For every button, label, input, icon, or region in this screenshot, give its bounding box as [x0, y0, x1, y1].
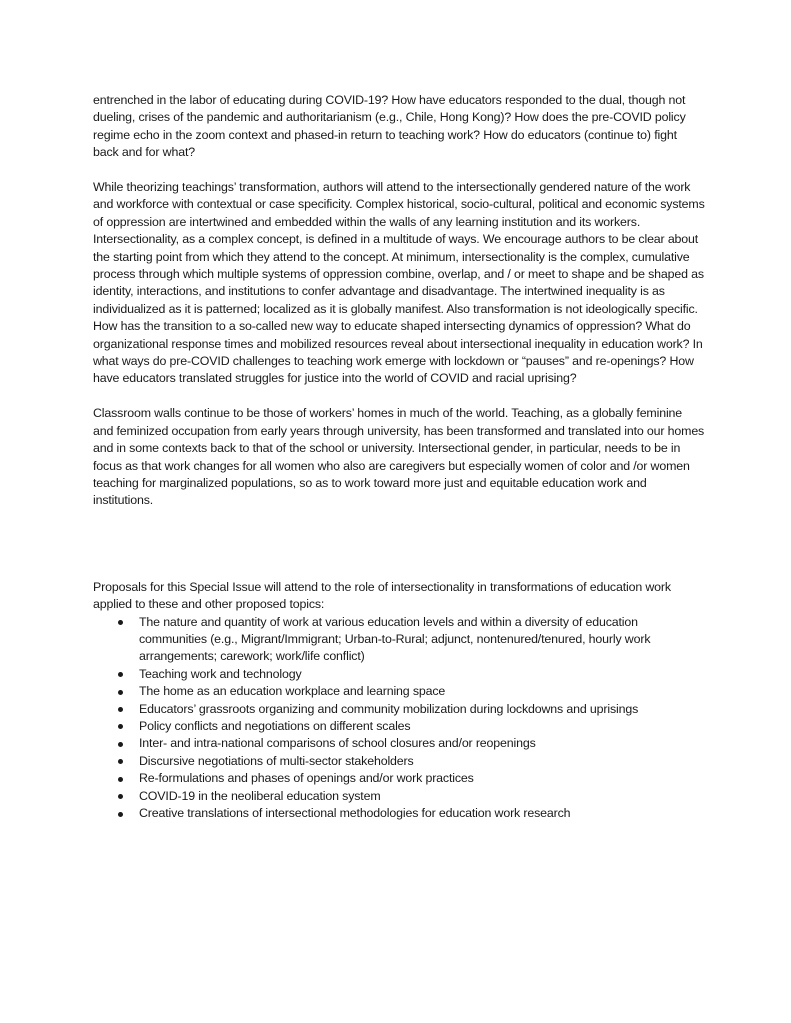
bullet-icon: [118, 794, 123, 799]
topic-text: Discursive negotiations of multi-sector stakeholders: [139, 753, 414, 768]
bullet-icon: [118, 690, 123, 695]
bullet-icon: [118, 777, 123, 782]
list-item: [93, 666, 705, 683]
topics-list: [93, 614, 705, 823]
list-item: [93, 805, 705, 822]
bullet-icon: [118, 724, 123, 729]
bullet-icon: [118, 742, 123, 747]
paragraph-intersectionality: While theorizing teachings’ transformation, authors will attend to the intersectionally gendered nature of the work and workforce with contextual or case specificity. Complex historical, socio-cultural, political and economic systems of oppression are intertwined and embedded within the walls of any learning institution and its workers. Intersectionality, as a complex concept, is defined in a multitude of ways. We encourage authors to be clear about the starting point from which they attend to the concept. At minimum, intersectionality is the complex, cumulative process through which multiple systems of oppression combine, overlap, and / or meet to shape and be shaped as identity, interactions, and institutions to confer advantage and disadvantage. The intertwined inequality is as individualized as it is patterned; localized as it is globally manifest. Also transformation is not ideologically specific. How has the transition to a so-called new way to educate shaped intersecting dynamics of oppression? What do organizational response times and mobilized resources reveal about intersectional inequality in education work? In what ways do pre-COVID challenges to teaching work emerge with lockdown or “pauses” and re-openings? How have educators translated struggles for justice into the world of COVID and racial uprising?: [93, 180, 705, 386]
topic-text: Inter- and intra-national comparisons of school closures and/or reopenings: [139, 736, 536, 751]
bullet-icon: [118, 672, 123, 677]
list-item: [93, 735, 705, 752]
topic-text: Creative translations of intersectional methodologies for education work research: [139, 806, 571, 820]
topic-text: Educators’ grassroots organizing and community mobilization during lockdowns and uprisings: [139, 701, 639, 716]
topic-text: COVID-19 in the neoliberal education system: [139, 788, 381, 803]
list-item: [93, 718, 705, 735]
list-item: [93, 753, 705, 770]
paragraph-covid-questions: entrenched in the labor of educating during COVID-19? How have educators responded to the dual, though not dueling, crises of the pandemic and authoritarianism (e.g., Chile, Hong Kong)? How does the pre-COVID policy regime echo in the zoom context and phased-in return to teaching work? How do educators (continue to) fight back and for what?: [93, 93, 686, 160]
topic-text: Re-formulations and phases of openings and/or work practices: [139, 771, 474, 786]
topic-text: Teaching work and technology: [139, 666, 302, 681]
list-item: [93, 683, 705, 700]
list-item: [93, 770, 705, 787]
topic-text: Policy conflicts and negotiations on different scales: [139, 718, 411, 733]
topic-text: The home as an education workplace and learning space: [139, 684, 446, 699]
paragraph-classroom-walls: Classroom walls continue to be those of workers’ homes in much of the world. Teaching, as a globally feminine and feminized occupation from early years through university, has been transformed and translated into our homes and in some contexts back to that of the school or university. Intersectional gender, in particular, needs to be in focus as that work changes for all women who also are caregivers but especially women of color and /or women teaching for marginalized populations, so as to work toward more just and equitable education work and institutions.: [93, 406, 705, 508]
topic-text: The nature and quantity of work at various education levels and within a diversity of education communities (e.g., Migrant/Immigrant; Urban-to-Rural; adjunct, nontenured/tenured, hourly work arrangements; carework; work/life conflict): [139, 614, 651, 664]
bullet-icon: [118, 759, 123, 764]
list-item: [93, 701, 705, 718]
list-item: [93, 788, 705, 805]
bullet-icon: [118, 707, 123, 712]
bullet-icon: [118, 620, 123, 625]
document-page: [93, 92, 705, 822]
proposals-intro: Proposals for this Special Issue will attend to the role of intersectionality in transformations of education work applied to these and other proposed topics:: [93, 579, 671, 612]
list-item: [93, 614, 705, 666]
bullet-icon: [118, 812, 123, 817]
